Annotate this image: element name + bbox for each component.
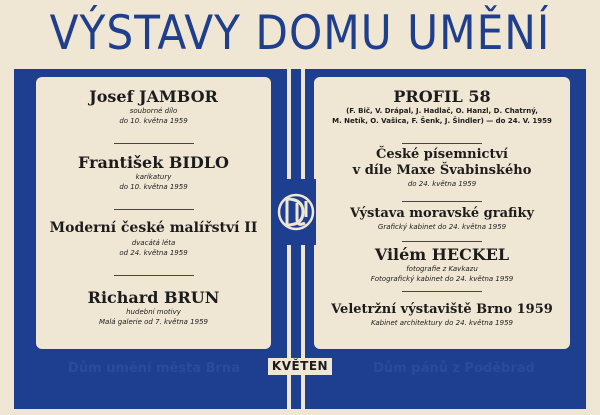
entry-heading: PROFIL 58 (393, 87, 491, 106)
divider (114, 275, 194, 276)
entry-line: Grafický kabinet do 24. května 1959 (377, 223, 507, 231)
entry-line: (F. Bič, V. Drápal, J. Hadlač, O. Hanzl, D. Chatrný, (346, 107, 538, 115)
month-label: KVĚTEN (268, 358, 332, 375)
entry-line: od 24. května 1959 (119, 249, 188, 257)
entry-heckel (314, 245, 570, 284)
entry-veletrzni (314, 301, 570, 328)
entry-line: Kabinet architektury do 24. května 1959 (371, 319, 513, 327)
bottom-left-label: Dům umění města Brna (68, 361, 240, 376)
entry-line: Malá galerie od 7. května 1959 (99, 318, 208, 326)
du-monogram-icon (276, 179, 316, 245)
entry-brun (36, 288, 271, 327)
entry-line: M. Netík, O. Vašica, F. Šenk, J. Šindler) — do 24. V. 1959 (332, 117, 552, 125)
divider (402, 143, 482, 144)
entry-line: hudební motivy (126, 308, 181, 316)
divider (402, 291, 482, 292)
entry-jambor (36, 87, 271, 126)
entry-line: dvacátá léta (131, 239, 176, 247)
entry-heading: Josef JAMBOR (89, 87, 218, 106)
poster-title: VÝSTAVY DOMU UMĚNÍ (49, 6, 551, 61)
entry-heading: Výstava moravské grafiky (349, 206, 535, 221)
entry-heading-line2: v díle Maxe Švabinského (352, 163, 532, 178)
bottom-right-label: Dům pánů z Poděbrad (373, 361, 535, 376)
divider (402, 241, 482, 242)
entry-line: souborné dílo (129, 107, 178, 115)
entry-heading: Moderní české malířství II (49, 220, 258, 236)
entry-pisemnictvi (314, 147, 570, 189)
blue-frame (14, 69, 586, 409)
entry-malirstvi (36, 219, 271, 258)
entry-grafika (314, 205, 570, 232)
entry-line: karikatury (135, 173, 172, 181)
entry-heading: Veletržní výstaviště Brno 1959 (331, 302, 553, 317)
entry-line: do 10. května 1959 (119, 117, 188, 125)
entry-line: do 24. května 1959 (407, 180, 477, 188)
right-panel (314, 77, 570, 349)
entry-line: Fotografický kabinet do 24. května 1959 (370, 275, 514, 283)
divider (114, 143, 194, 144)
entry-heading: František BIDLO (78, 153, 229, 172)
entry-profil (314, 87, 570, 126)
entry-heading: České písemnictví (376, 147, 508, 162)
entry-bidlo (36, 153, 271, 192)
logo-wrap (276, 179, 316, 245)
divider (402, 201, 482, 202)
entry-line: fotografie z Kavkazu (406, 265, 478, 273)
entry-line: do 10. května 1959 (119, 183, 188, 191)
left-panel (36, 77, 271, 349)
divider (114, 209, 194, 210)
entry-heading: Richard BRUN (87, 288, 220, 307)
entry-heading: Vilém HECKEL (374, 245, 510, 264)
